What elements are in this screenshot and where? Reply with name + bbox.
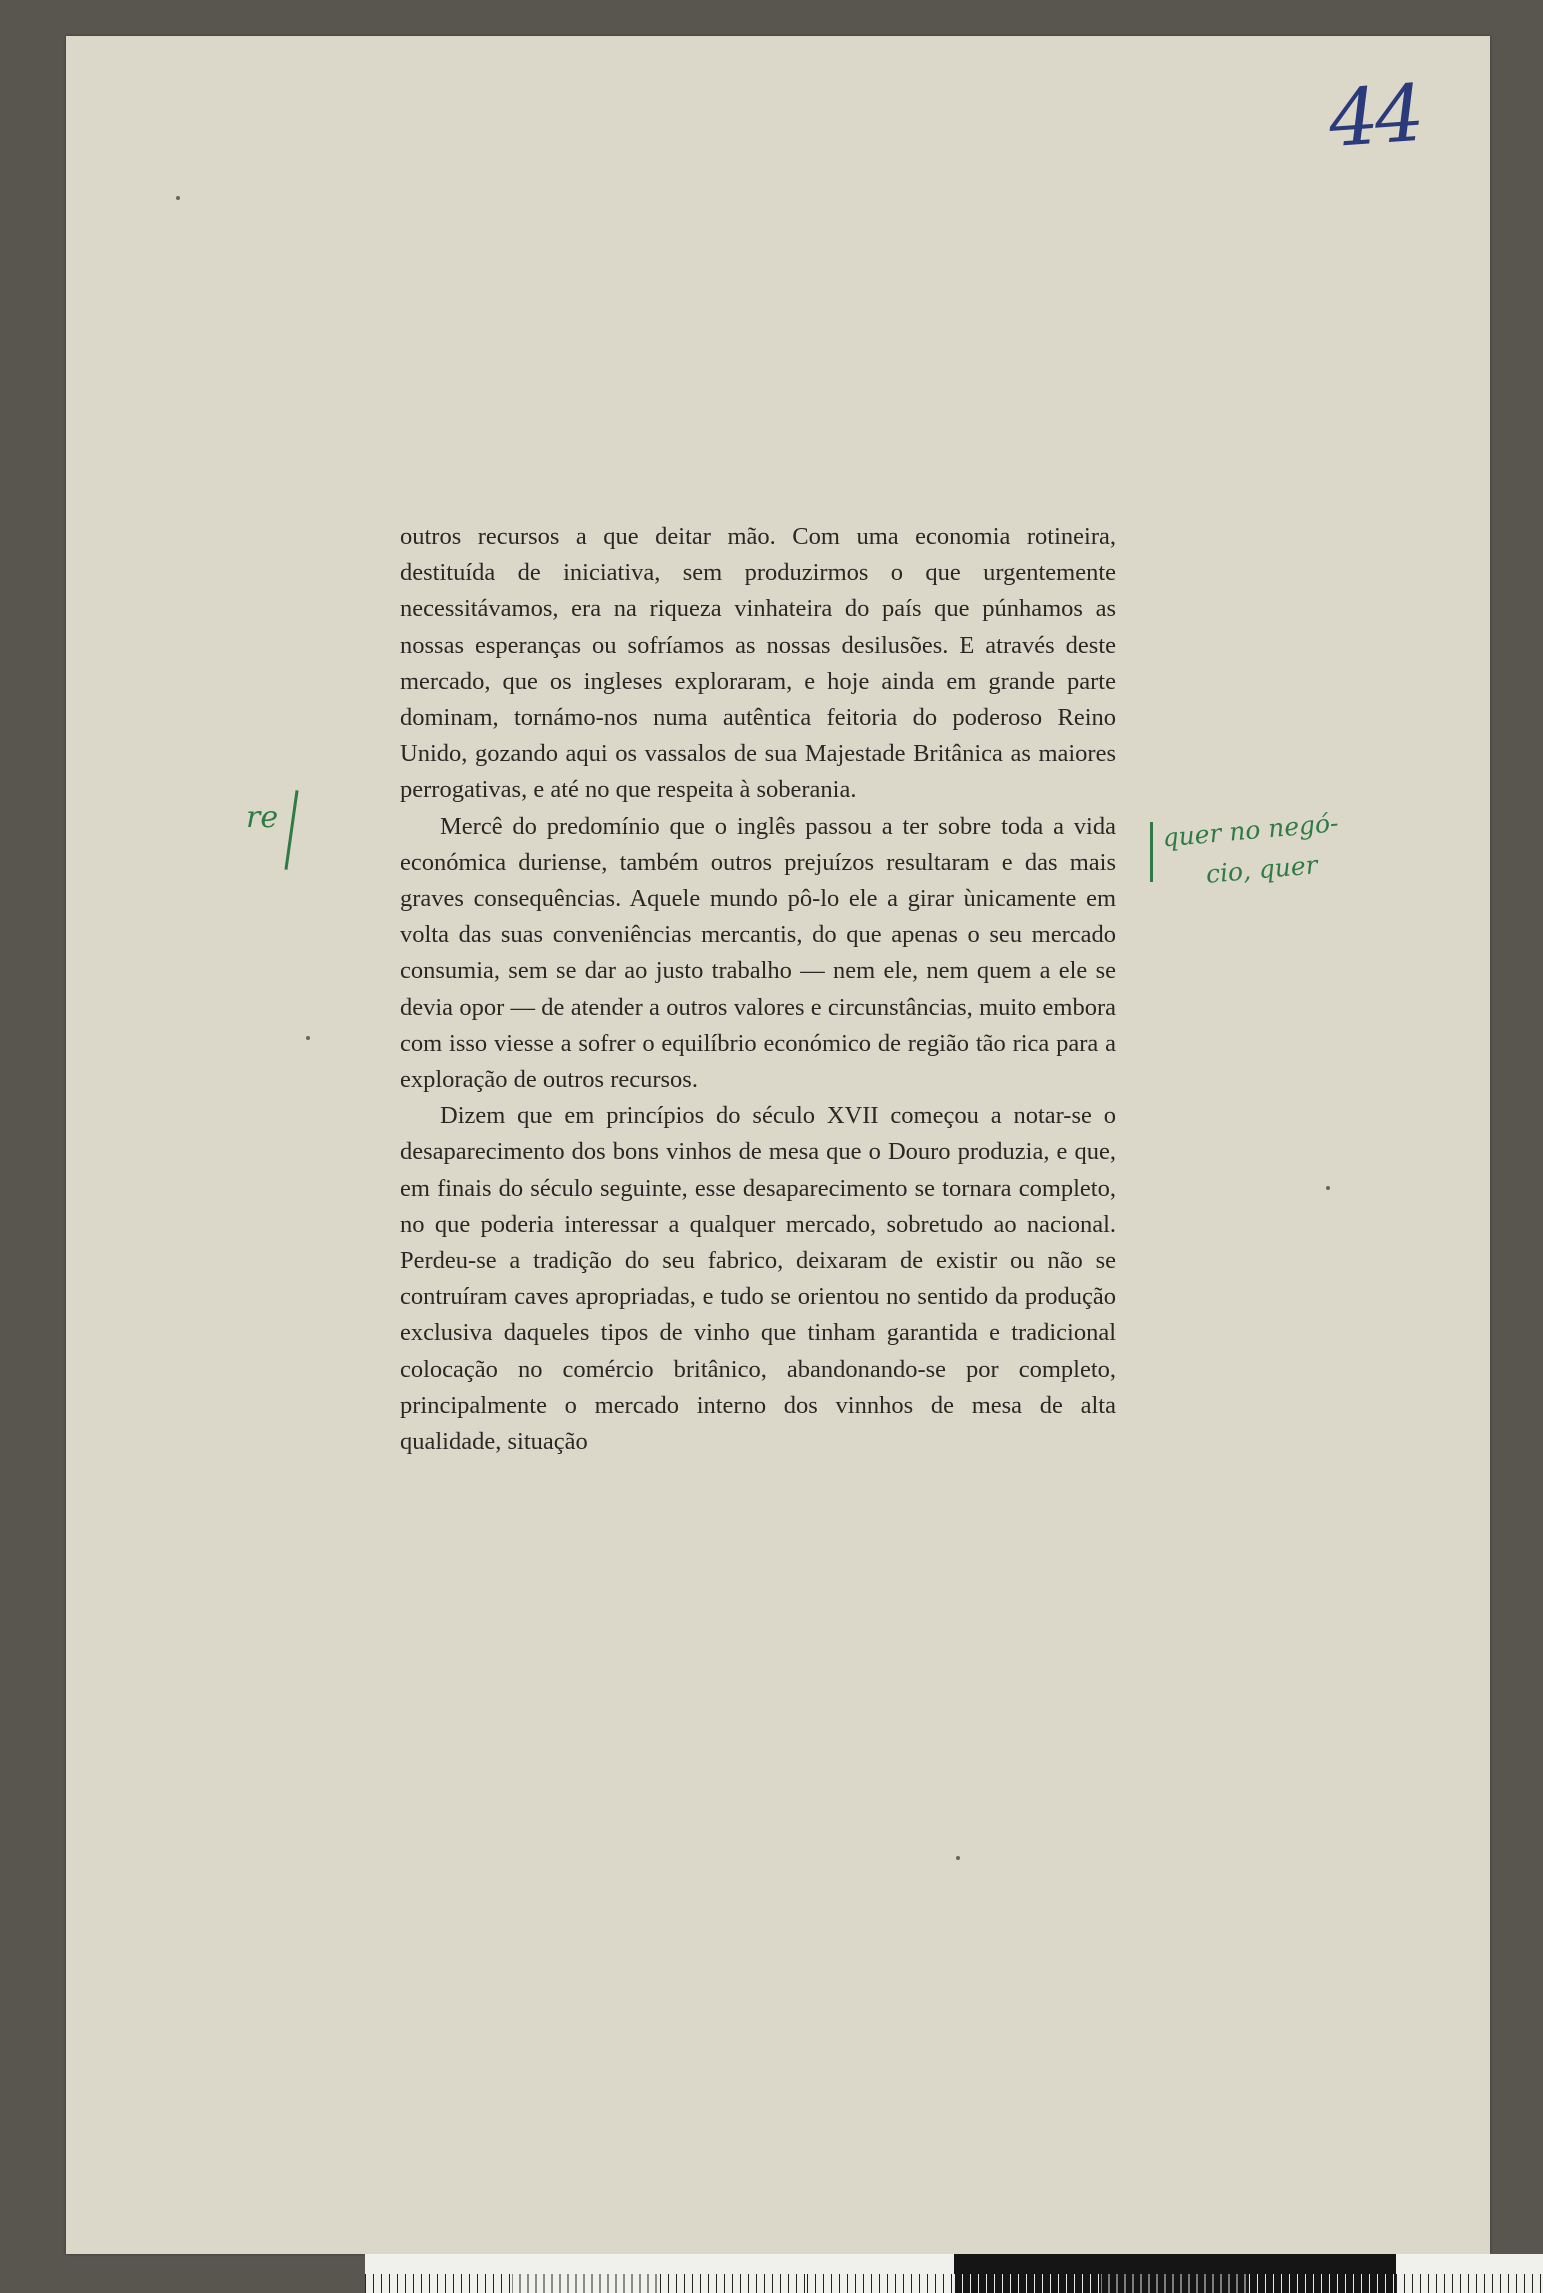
paragraph-2: Mercê do predomínio que o inglês passou a ter sobre toda a vida económica duriense, também outros prejuízos resultaram e das mais graves consequências. Aquele mundo pô-lo ele a girar ùnicamente em volta das suas conveniências mercantis, do que apenas o seu mercado consumia, sem se dar ao justo trabalho — nem ele, nem quem a ele se devia opor — de atender a outros valores e circunstâncias, muito embora com isso viesse a sofrer o equilíbrio económico de região tão rica para a exploração de outros recursos. [400,812,1116,1094]
handwritten-page-number: 44 [1325,68,1424,166]
ruler-segment [365,2254,512,2293]
ruler-segment [1396,2254,1543,2293]
paper-speck [956,1856,960,1860]
paragraph-1: outros recursos a que deitar mão. Com uma economia rotineira, destituída de iniciativa, sem produzirmos o que urgentemente necessitávamos, era na riqueza vinhateira do país que púnhamos as nossas esperanças ou sofríamos as nossas desilusões. E através deste mercado, que os ingleses exploraram, e hoje ainda em grande parte dominam, tornámo-nos numa autêntica feitoria do poderoso Reino Unido, gozando aqui os vassalos de sua Majestade Britânica as maiores perrogativas, e até no que respeita à soberania. [400,523,1116,804]
paper-speck [306,1036,310,1040]
ruler-segment [660,2254,807,2293]
paper-speck [1326,1186,1330,1190]
ruler-segment [512,2254,659,2293]
margin-correction-right-line1: quer no negó- [1161,808,1340,853]
margin-mark-right [1150,822,1153,882]
ruler-segment [1249,2254,1396,2293]
margin-correction-right-line2: cio, quer [1204,850,1319,889]
ruler-segment [954,2254,1101,2293]
paragraph-3: Dizem que em princípios do século XVII começou a notar-se o desaparecimento dos bons vinhos de mesa que o Douro produzia, e que, em finais do século seguinte, esse desaparecimento se tornara completo, no que poderia interessar a qualquer mercado, sobretudo ao nacional. Perdeu-se a tradição do seu fabrico, deixaram de existir ou não se contruíram caves apropriadas, e tudo se orientou no sentido da produção exclusiva daqueles tipos de vinho que tinham garantida e tradicional colocação no comércio britânico, abandonando-se por completo, principalmente o mercado interno dos vinnhos de mesa de alta qualidade, situação [400,1102,1116,1456]
paper-speck [176,196,180,200]
document-body [400,519,1116,1460]
ruler-segment [1101,2254,1248,2293]
scale-ruler [365,2254,1543,2293]
ruler-segment [807,2254,954,2293]
margin-correction-left: re [246,800,279,835]
